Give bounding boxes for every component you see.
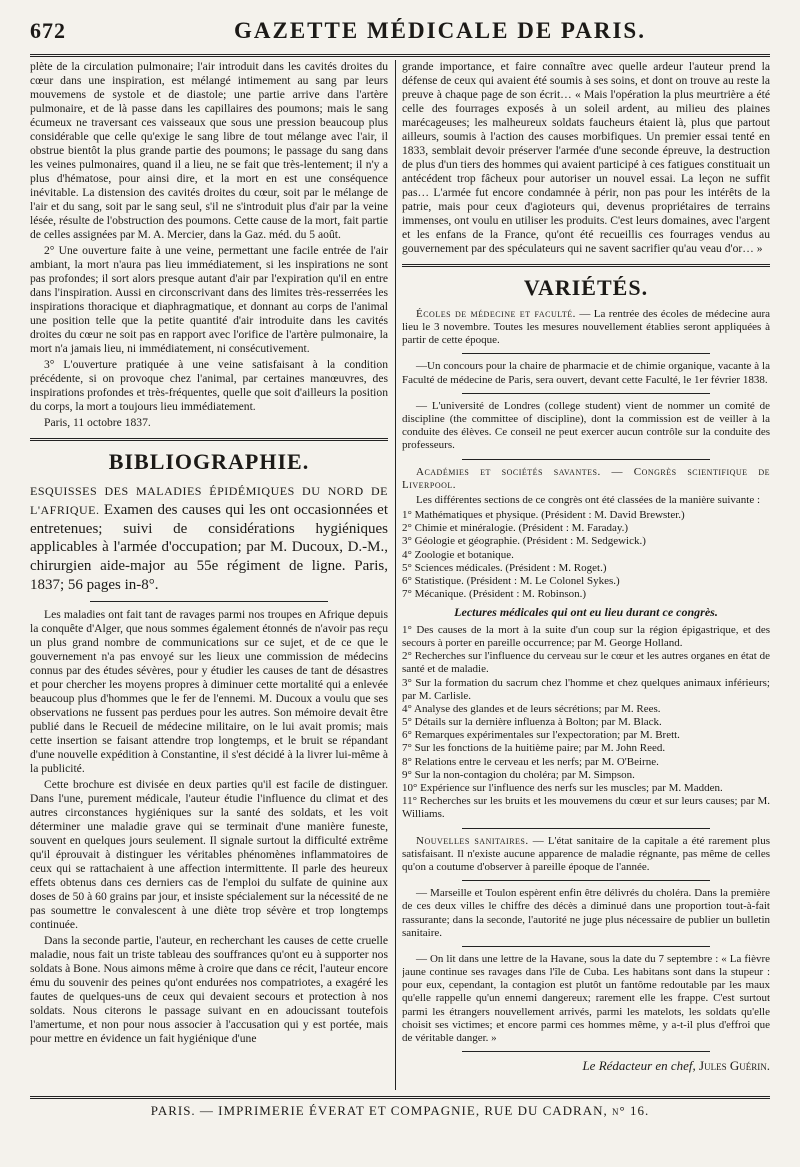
list-item: 9° Sur la non-contagion du choléra; par M. Simpson. xyxy=(402,768,635,781)
book-title xyxy=(30,482,388,595)
list-item: 2° Recherches sur l'influence du cerveau sur le cœur et les autres organes en état de santé et de maladie. xyxy=(402,650,770,676)
column-divider xyxy=(395,60,396,1090)
paragraph: 3° L'ouverture pratiquée à une veine satisfaisant à la condition précédente, si on provoque chez l'animal, par certaines manœuvres, des inspirations profondes et très-fréquentes, quelle que soit d'ailleurs la position du corps, la mort a toujours lieu immédiatement. xyxy=(30,358,388,414)
imprint-line: PARIS. — IMPRIMERIE ÉVERAT ET COMPAGNIE, RUE DU CADRAN, n° 16. xyxy=(150,1103,650,1118)
section-divider xyxy=(402,264,770,267)
list-item: 5° Sciences médicales. (Président : M. Roget.) xyxy=(402,561,607,574)
signature-role: Le Rédacteur en chef, xyxy=(582,1058,696,1074)
list-item: 7° Sur les fonctions de la huitième paire; par M. John Reed. xyxy=(402,742,666,755)
section-divider xyxy=(30,438,388,441)
signature-name: Jules Guérin. xyxy=(699,1058,770,1074)
list-item: 6° Statistique. (Président : M. Le Colonel Sykes.) xyxy=(402,575,620,588)
news-item xyxy=(402,835,770,875)
list-item: 11° Recherches sur les bruits et les mouvemens du cœur et sur leurs causes; par M. Williams. xyxy=(402,795,770,821)
news-item xyxy=(402,308,770,348)
section-title-varietes: VARIÉTÉS. xyxy=(523,275,649,301)
divider xyxy=(462,880,710,881)
paragraph: plète de la circulation pulmonaire; l'air introduit dans les cavités droites du cœur dans une inspiration, est mélangé intimement au sang par leurs mouvemens de systole et de diastole; une partie arrive dans l'artère pulmonaire, et de là passe dans les capillaires des poumons; mais le sang écumeux ne traversant ces vaisseaux que sous une pression beaucoup plus considérable que celle qu'exige le sang libre de tout mélange avec l'air, il obstrue bientôt la plus grande partie des poumons; le passage du sang dans les veines pulmonaires, quand il a lieu, ne se fait que très-lentement; il n'y a plus d'hématose, pour ainsi dire, et la mort en est une conséquence inévitable. La distension des cavités droites du cœur, soit par le mélange de l'air et du sang, soit par le sang seul, s'il ne s'introduit plus d'air par la veine lésée, résulte de l'obstruction des poumons. Cette cause de la mort, fait partie de celles assignées par M. A. Mercier, dans la Gaz. méd. du 5 août. xyxy=(30,60,388,242)
list-item: 8° Relations entre le cerveau et les nerfs; par M. O'Beirne. xyxy=(402,755,659,768)
list-item: 3° Sur la formation du sacrum chez l'homme et chez quelques animaux inférieurs; par M. Carlisle. xyxy=(402,676,770,702)
signature xyxy=(402,1058,770,1074)
lectures-list xyxy=(402,624,770,822)
footer-rule xyxy=(30,1096,770,1099)
list-item: 3° Géologie et géographie. (Président : M. Sedgewick.) xyxy=(402,535,646,548)
header-rule xyxy=(30,54,770,57)
list-item: 6° Remarques expérimentales sur l'expectoration; par M. Brett. xyxy=(402,729,680,742)
list-item: 10° Expérience sur l'influence des nerfs sur les muscles; par M. Madden. xyxy=(402,782,723,795)
news-item: — Marseille et Toulon espèrent enfin être délivrés du choléra. Dans la première de ces deux villes le chiffre des décès a diminué dans une proportion tout-à-fait rassurante; dans la seconde, l'autorité ne juge plus nécessaire de publier un bulletin sanitaire. xyxy=(402,887,770,939)
paragraph: Les maladies ont fait tant de ravages parmi nos troupes en Afrique depuis la conquête d'Alger, que nous sommes également étonnés de n'avoir pas reçu un plus grand nombre de communications sur ce sujet, et de ce que le gouvernement n'a pas envoyé sur les lieux une commission de médecins connus par des études sévères, pour y étudier les causes de tant de désastres et pour chercher les moyens propres à diminuer cette mortalité qui a enlevée beaucoup plus d'hommes que le fer de l'ennemi. M. Ducoux a voulu que ses observations ne fussent pas perdues pour les autres. Son mémoire devait être publié dans le Recueil de médecine militaire, on le lui avait promis; mais cette insertion se faisant attendre trop longtemps, et le bruit se répandant d'une nouvelle expédition à Constantine, il s'est décidé à la livrer lui-même à la publicité. xyxy=(30,607,388,775)
paragraph: Dans la seconde partie, l'auteur, en recherchant les causes de cette cruelle maladie, nous fait un triste tableau des souffrances qu'ont eu à supporter nos soldats à Bone. Nous aimons même à croire que dans ce récit, l'auteur encore ému du souvenir des peines qu'ont endurées nos compatriotes, a exagéré les fautes de quelques-uns de ceux qui devaient secours et protection à nos soldats. Nous citerons le passage suivant en en adoucissant toutefois l'amertume, et non pour nous associer à l'accusation qui y est portée, mais pour mettre en évidence un fait hygiénique d'une xyxy=(30,933,388,1045)
list-item: 4° Zoologie et botanique. xyxy=(402,548,514,561)
news-item: — L'université de Londres (college student) vient de nommer un comité de discipline (the committee of discipline), dont la commission est de veiller à la conduite des élèves. Ce conseil ne peut exercer aucun contrôle sur la conduite des professeurs. xyxy=(402,399,770,452)
page-footer xyxy=(30,1096,770,1119)
divider xyxy=(90,601,328,602)
news-text: — La rentrée des écoles de médecine aura lieu le 3 novembre. Toutes les mesures nouvellement établies seront appliquées à partir de cette époque. xyxy=(402,307,770,347)
divider xyxy=(462,393,710,394)
masthead-title: GAZETTE MÉDICALE DE PARIS. xyxy=(234,18,646,43)
list-item: 4° Analyse des glandes et de leurs sécrétions; par M. Rees. xyxy=(402,702,661,715)
divider xyxy=(462,946,710,947)
varietes-body xyxy=(402,308,770,1045)
lectures-title: Lectures médicales qui ont eu lieu durant ce congrès. xyxy=(454,605,718,620)
article-date: Paris, 11 octobre 1837. xyxy=(44,416,151,430)
page-number: 672 xyxy=(30,18,66,43)
news-item: —Un concours pour la chaire de pharmacie et de chimie organique, vacante à la Faculté de médecine de Paris, sera ouvert, devant cette Faculté, le 1er février 1838. xyxy=(402,360,770,386)
list-item: 1° Mathématiques et physique. (Président : M. David Brewster.) xyxy=(402,509,685,522)
left-column xyxy=(30,60,388,1090)
news-label-academies: Académies et sociétés savantes. — Congrès scientifique de Liverpool. xyxy=(402,465,770,491)
section-title-bibliographie: BIBLIOGRAPHIE. xyxy=(108,449,310,475)
congress-sections-list xyxy=(402,509,770,601)
paragraph: Cette brochure est divisée en deux parties qu'il est facile de distinguer. Dans l'une, purement médicale, l'auteur étudie l'influence du climat et des autres circonstances hygiéniques sur la santé des soldats, et les voit déterminer une maladie grave qui se terminait d'une manière funeste, souvent en quelques jours seulement. Il signale surtout la difficulté extrême qu'il éprouvait à distinguer les véritables phénomènes inflammatoires de ceux qui se rattachaient à une affection intermittente. Il parle des heureux effets obtenus dans ces derniers cas de l'emploi du sulfate de quinine aux doses de 50 à 60 grains par jour, et insiste spécialement sur la nécessité de ne pas soumettre le convalescent à une diète trop sévère et trop longtemps continuée. xyxy=(30,777,388,931)
divider xyxy=(462,828,710,829)
news-text: — L'état sanitaire de la capitale a été rarement plus satisfaisant. Il n'existe aucune apparence de maladie régnante, pas même de celles qu'on a coutume d'observer à pareille époque de l'année. xyxy=(402,834,770,873)
book-title-rest: Examen des causes qui les ont occasionnées et entretenues; suivi de considérations hygiéniques applicables à l'armée d'occupation; par M. Ducoux, D.-M., chirurgien aide-major au 55e régiment de ligne. Paris, 1837; 56 pages in-8°. xyxy=(30,501,388,593)
paragraph: 2° Une ouverture faite à une veine, permettant une facile entrée de l'air ambiant, la mort n'aura pas lieu immédiatement, si les inspirations ne sont pas profondes; il sort alors presque autant d'air par l'expiration qu'il en entre dans l'inspiration. Aussi en circonscrivant dans des limites très-resserrées les inspirations thoracique et diaphragmatique, et donnant au corps de l'animal une position telle que la petite quantité d'air introduite dans les cavités droites du cœur ne soit pas en rapport avec l'orifice de l'artère pulmonaire, la mort n'a jamais lieu, ni immédiatement, ni consécutivement. xyxy=(30,244,388,356)
list-item: 1° Des causes de la mort à la suite d'un coup sur la région épigastrique, et des secours à porter en pareille occurrence; par M. George Holland. xyxy=(402,623,770,649)
list-item: 2° Chimie et minéralogie. (Président : M. Faraday.) xyxy=(402,522,629,535)
divider xyxy=(462,1051,710,1052)
paragraph: grande importance, et faire connaître avec quelle ardeur l'auteur prend la défense de ceux qui avaient été soumis à ses soins, et dont on trouve au reste la preuve à chaque page de son écrit… « Mais l'opération la plus meurtrière a été celle des fourrages exposés à un soleil ardent, au milieu des plaines marécageuses; les malheureux soldats faucheurs étaient là, plus que partout ailleurs, soumis à l'action des causes morbifiques. Un premier essai tenté en 1833, semblait devoir préserver l'armée d'une seconde épreuve, la destruction de plus d'un tiers des hommes qui avaient participé à ces fatigues constituait un antécédent trop fâcheux pour autoriser un nouvel essai. La leçon ne suffit pas… L'armée fut encore condamnée à périr, non pas pour les intérêts de la patrie, mais pour ceux d'agioteurs qui, devenus propriétaires de terrains immenses, ont voulu en utiliser les produits. C'est leurs domaines, avec l'argent et les enfans de la France, qu'ont été recueillis ces fourrages vendus au gouvernement par des spéculateurs qui ne savent sacrifier qu'au veau d'or… » xyxy=(402,60,770,256)
news-item: — On lit dans une lettre de la Havane, sous la date du 7 septembre : « La fièvre jaune continue ses ravages dans l'île de Cuba. Les habitans sont dans la stupeur : pour eux, cependant, la contagion est plutôt un fantôme redoutable par les maux qu'elle rappelle qu'un ennemi dangereux; rarement elle les frappe. C'est surtout parmi les étrangers nouvellement arrivés, parmi les matelots, les soldats qu'elle choisit ses victimes; et encore parmi ces hommes même, y a-t-il plus d'effroi que de véritable danger. » xyxy=(402,952,770,1045)
list-item: 5° Détails sur la dernière influenza à Bolton; par M. Black. xyxy=(402,716,662,729)
divider xyxy=(462,459,710,460)
divider xyxy=(462,353,710,354)
news-label: Nouvelles sanitaires. xyxy=(416,834,529,847)
news-label: Écoles de médecine et faculté. xyxy=(416,307,576,320)
news-item: Les différentes sections de ce congrès ont été classées de la manière suivante : xyxy=(416,493,761,506)
book-title-smallcaps: ESQUISSES DES MALADIES ÉPIDÉMIQUES DU NORD DE L'AFRIQUE. xyxy=(30,484,388,517)
page-header xyxy=(30,14,770,54)
list-item: 7° Mécanique. (Président : M. Robinson.) xyxy=(402,588,587,601)
right-column xyxy=(402,60,770,1090)
